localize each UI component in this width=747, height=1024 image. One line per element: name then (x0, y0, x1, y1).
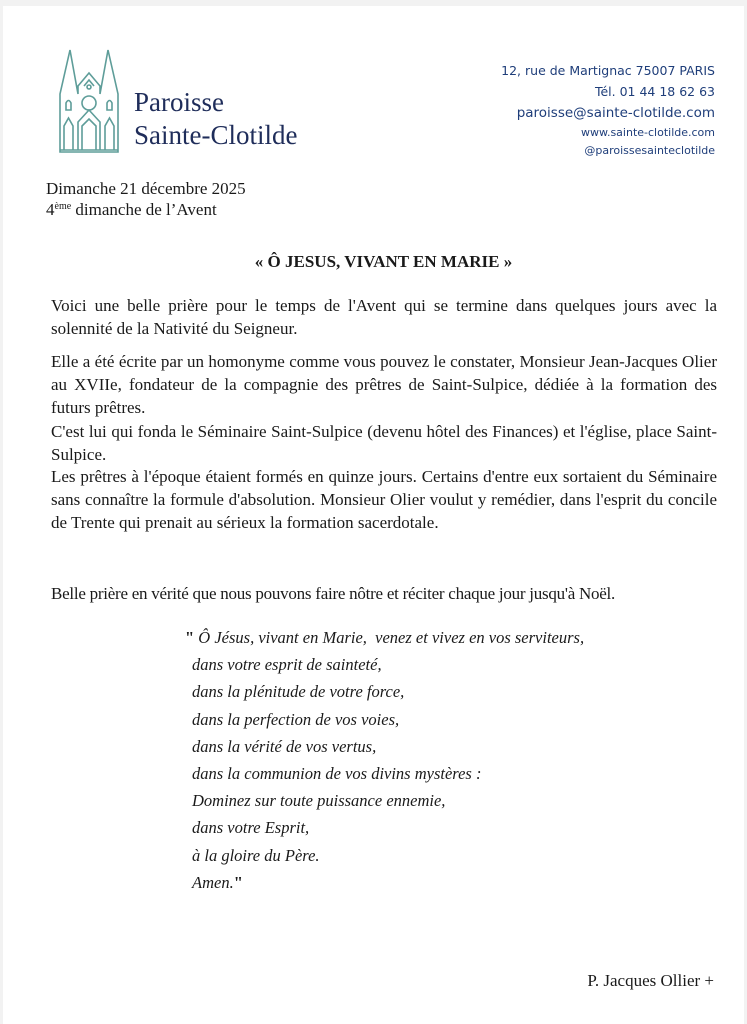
liturgical-sunday (46, 199, 246, 220)
document-title: « Ô JESUS, VIVANT EN MARIE » (254, 252, 513, 271)
contact-block (501, 60, 715, 160)
close-quote: " (233, 872, 243, 892)
sunday-label: dimanche de l’Avent (71, 200, 217, 219)
prayer-line: à la gloire du Père. (192, 845, 320, 865)
paragraph-author: Elle a été écrite par un homonyme comme vous pouvez le constater, Monsieur Jean-Jacques Olier au XVIIe, fondateur de la compagnie des prêtres de Saint-Sulpice, dédiée à la formation des futurs prêtres. (51, 352, 717, 417)
contact-website[interactable]: www.sainte-clotilde.com (580, 126, 715, 139)
prayer-line: Dominez sur toute puissance ennemie, (192, 791, 446, 811)
paragraph-intro: Voici une belle prière pour le temps de l'Avent qui se termine dans quelques jours avec la solennité de la Nativité du Seigneur. (51, 296, 717, 338)
contact-email[interactable]: paroisse@sainte-clotilde.com (516, 105, 715, 121)
prayer-line: " Ô Jésus, vivant en Marie, venez et vivez en vos serviteurs, (185, 628, 585, 647)
prayer-text (185, 624, 584, 896)
letter-page (3, 6, 744, 1024)
paragraph-history: Les prêtres à l'époque étaient formés en quinze jours. Certains d'entre eux sortaient du Séminaire sans connaître la formule d'absolution. Monsieur Olier voulut y remédier, dans l'esprit du concile de Trente qui prenait au sérieux la formation sacerdotale. (51, 467, 717, 532)
prayer-line: Amen." (192, 872, 243, 892)
contact-phone: Tél. 01 44 18 62 63 (594, 84, 715, 99)
ordinal-number: 4 (46, 200, 55, 219)
date-block (46, 178, 246, 220)
contact-social[interactable]: @paroissesainteclotilde (584, 144, 715, 157)
parish-name-line2: Sainte-Clotilde (134, 120, 298, 150)
prayer-line: dans votre esprit de sainteté, (192, 655, 382, 675)
signature: P. Jacques Ollier + (587, 971, 714, 990)
church-facade-icon (58, 46, 120, 154)
parish-name-line1: Paroisse (134, 87, 224, 117)
paragraph-seminary: C'est lui qui fonda le Séminaire Saint-Sulpice (devenu hôtel des Finances) et l'église, place Saint-Sulpice. (51, 422, 717, 464)
date-line: Dimanche 21 décembre 2025 (46, 179, 246, 198)
contact-address: 12, rue de Martignac 75007 PARIS (501, 63, 715, 78)
prayer-line: dans la communion de vos divins mystères : (192, 764, 482, 784)
prayer-line: dans la plénitude de votre force, (192, 682, 405, 702)
parish-name (134, 86, 297, 152)
paragraph-invitation: Belle prière en vérité que nous pouvons faire nôtre et réciter chaque jour jusqu'à Noël. (51, 584, 616, 603)
prayer-line: dans la vérité de vos vertus, (192, 736, 377, 756)
open-quote: " (185, 628, 195, 647)
prayer-line: dans la perfection de vos voies, (192, 709, 400, 729)
prayer-line: dans votre Esprit, (192, 818, 310, 838)
ordinal-suffix: ème (54, 201, 72, 212)
